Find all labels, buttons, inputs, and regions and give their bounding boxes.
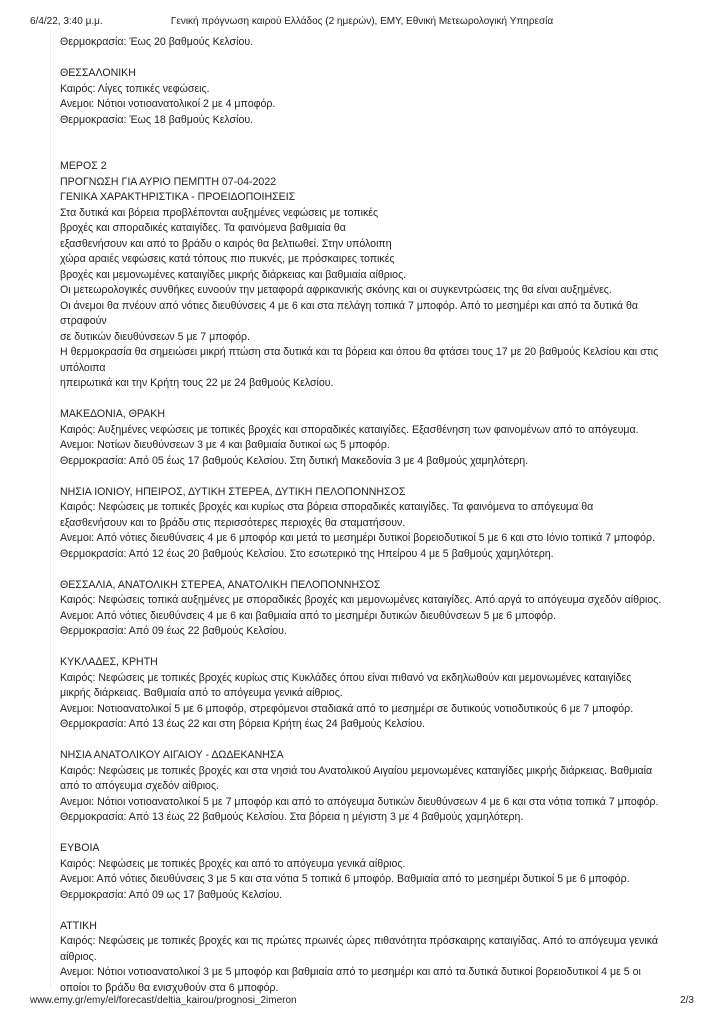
print-footer	[30, 995, 694, 1006]
region-title: ΑΤΤΙΚΗ	[60, 919, 97, 932]
page-margin-rule	[50, 30, 51, 988]
region-line: οποίοι το βράδυ θα ενισχυθούν στα 6 μποφόρ.	[60, 981, 279, 994]
forecast-content	[60, 35, 678, 996]
print-footer-url: www.emy.gr/emy/el/forecast/deltia_kairou/prognosi_2imeron	[30, 995, 297, 1006]
region-line: Καιρός: Νεφώσεις με τοπικές βροχές και στα νησιά του Ανατολικού Αιγαίου μεμονωμένες καταιγίδες μικρής διάρκειας. Βαθμιαία	[60, 764, 653, 777]
general-line: χώρα αραιές νεφώσεις κατά τόπους πιο πυκνές, με πρόσκαιρες τοπικές	[60, 253, 395, 265]
general-title: ΓΕΝΙΚΑ ΧΑΡΑΚΤΗΡΙΣΤΙΚΑ - ΠΡΟΕΙΔΟΠΟΙΗΣΕΙΣ	[60, 191, 296, 203]
region-line: μικρής διάρκειας. Βαθμιαία από το απόγευμα γενικά αίθριος.	[60, 687, 343, 699]
forecast-title: ΠΡΟΓΝΩΣΗ ΓΙΑ ΑΥΡΙΟ ΠΕΜΠΤΗ 07-04-2022	[60, 175, 277, 188]
region-line: Καιρός: Νεφώσεις με τοπικές βροχές και από το απόγευμα γενικά αίθριος.	[60, 857, 406, 870]
region-section	[60, 578, 678, 640]
region-line: Καιρός: Νεφώσεις με τοπικές βροχές και κυρίως στα βόρεια σποραδικές καταιγίδες. Τα φαινόμενα το απόγευμα θα	[60, 501, 594, 513]
region-line: Ανεμοι: Από νότιες διευθύνσεις 4 με 6 μποφόρ και μετά το μεσημέρι δυτικοί βορειοδυτικοί 5 με 6 και στο Ιόνιο τοπικά 7 μποφόρ.	[60, 532, 655, 544]
region-title: ΘΕΣΣΑΛΟΝΙΚΗ	[60, 67, 136, 79]
general-line: Οι άνεμοι θα πνέουν από νότιες διευθύνσεις 4 με 6 και στα πελάγη τοπικά 7 μποφόρ. Από το μεσημέρι και από τα δυτικά θα	[60, 299, 638, 312]
region-line: Καιρός: Νεφώσεις με τοπικές βροχές κυρίως στις Κυκλάδες όπου είναι πιθανό να εκδηλωθούν και μεμονωμένες καταιγίδες	[60, 671, 632, 684]
region-line: Θερμοκρασία: Από 09 έως 22 βαθμούς Κελσίου.	[60, 625, 287, 637]
region-line: Θερμοκρασία: Από 12 έως 20 βαθμούς Κελσίου. Στο εσωτερικό της Ηπείρου 4 με 5 βαθμούς χαμηλότερη.	[60, 547, 554, 560]
region-title: ΚΥΚΛΑΔΕΣ, ΚΡΗΤΗ	[60, 656, 158, 668]
general-line: σε δυτικών διευθύνσεων 5 με 7 μποφόρ.	[60, 330, 250, 343]
region-title: ΕΥΒΟΙΑ	[60, 842, 100, 854]
region-title: ΘΕΣΣΑΛΙΑ, ΑΝΑΤΟΛΙΚΗ ΣΤΕΡΕΑ, ΑΝΑΤΟΛΙΚΗ ΠΕΛΟΠΟΝΝΗΣΟΣ	[60, 578, 381, 591]
wind-line: Ανεμοι: Νότιοι νοτιοανατολικοί 2 με 4 μποφόρ.	[60, 98, 276, 110]
weather-line: Καιρός: Λίγες τοπικές νεφώσεις.	[60, 82, 210, 95]
general-line: βροχές και σποραδικές καταιγίδες. Τα φαινόμενα βαθμιαία θα	[60, 222, 346, 234]
temperature-line: Θερμοκρασία: Έως 20 βαθμούς Κελσίου.	[60, 36, 254, 48]
general-line: Η θερμοκρασία θα σημειώσει μικρή πτώση στα δυτικά και τα βόρεια και όπου θα φτάσει τους 17 με 20 βαθμούς Κελσίου και στις	[60, 346, 659, 358]
region-line: Ανεμοι: Από νότιες διευθύνσεις 3 με 5 και στα νότια 5 τοπικά 6 μποφόρ. Βαθμιαία από το μεσημέρι δυτικοί 5 με 6 μποφόρ.	[60, 873, 630, 885]
region-section	[60, 919, 678, 997]
region-line: εξασθενήσουν και το βράδυ στις περισσότερες περιοχές θα σταματήσουν.	[60, 516, 406, 529]
general-line: ηπειρωτικά και την Κρήτη τους 22 με 24 βαθμούς Κελσίου.	[60, 377, 334, 389]
region-line: Ανεμοι: Νότιοι νοτιοανατολικοί 3 με 5 μποφόρ και βαθμιαία από το μεσημέρι και από τα δυτικά δυτικοί βορειοδυτικοί 4 με 5 οι	[60, 966, 641, 978]
region-section	[60, 407, 678, 469]
region-line: Θερμοκρασία: Από 09 ως 17 βαθμούς Κελσίου.	[60, 888, 283, 901]
region-line: από το απόγευμα σχεδόν αίθριος.	[60, 780, 219, 792]
general-line: Οι μετεωρολογικές συνθήκες ευνοούν την μεταφορά αφρικανικής σκόνης και οι συγκεντρώσεις της θα είναι αυξημένες.	[60, 284, 612, 296]
regions-list	[60, 392, 678, 997]
region-line: Ανεμοι: Νοτίων διευθύνσεων 3 με 4 και βαθμιαία δυτικοί ως 5 μποφόρ.	[60, 439, 390, 451]
region-line: Θερμοκρασία: Από 05 έως 17 βαθμούς Κελσίου. Στη δυτική Μακεδονία 3 με 4 βαθμούς χαμηλότερη.	[60, 454, 529, 467]
region-section	[60, 485, 678, 563]
general-line: εξασθενήσουν και από το βράδυ ο καιρός θα βελτιωθεί. Στην υπόλοιπη	[60, 237, 392, 250]
general-line: στραφούν	[60, 315, 107, 327]
region-title: ΝΗΣΙΑ ΑΝΑΤΟΛΙΚΟΥ ΑΙΓΑΙΟΥ - ΔΩΔΕΚΑΝΗΣΑ	[60, 749, 284, 761]
region-title: ΜΑΚΕΔΟΝΙΑ, ΘΡΑΚΗ	[60, 408, 165, 420]
region-line: Ανεμοι: Νότιοι νοτιοανατολικοί 5 με 7 μποφόρ και από το απόγευμα δυτικών διευθύνσεων 4 με 6 και στα νότια τοπικά 7 μποφόρ.	[60, 795, 659, 808]
general-description	[60, 206, 678, 392]
region-section	[60, 748, 678, 826]
print-header-datetime: 6/4/22, 3:40 μ.μ.	[30, 16, 103, 27]
region-line: Καιρός: Νεφώσεις με τοπικές βροχές και τις πρώτες πρωινές ώρες πιθανότητα πρόσκαιρης καταιγίδας. Από το απόγευμα γενικά	[60, 935, 659, 947]
region-line: Ανεμοι: Από νότιες διευθύνσεις 4 με 6 και βαθμιαία από το μεσημέρι δυτικών διευθύνσεων 5 με 6 μποφόρ.	[60, 609, 556, 622]
region-line: Θερμοκρασία: Από 13 έως 22 βαθμούς Κελσίου. Στα βόρεια η μέγιστη 3 με 4 βαθμούς χαμηλότερη.	[60, 811, 524, 823]
general-line: Στα δυτικά και βόρεια προβλέπονται αυξημένες νεφώσεις με τοπικές	[60, 206, 379, 219]
general-line: υπόλοιπα	[60, 361, 106, 374]
region-title: ΝΗΣΙΑ ΙΟΝΙΟΥ, ΗΠΕΙΡΟΣ, ΔΥΤΙΚΗ ΣΤΕΡΕΑ, ΔΥΤΙΚΗ ΠΕΛΟΠΟΝΝΗΣΟΣ	[60, 485, 406, 498]
region-line: αίθριος.	[60, 950, 97, 963]
region-line: Καιρός: Νεφώσεις τοπικά αυξημένες με σποραδικές βροχές και μεμονωμένες καταιγίδες. Από αργά το απόγευμα σχεδόν αίθριος.	[60, 594, 662, 606]
region-line: Ανεμοι: Νοτιοανατολικοί 5 με 6 μποφόρ, στρεφόμενοι σταδιακά από το μεσημέρι σε δυτικούς νοτιοδυτικούς 6 με 7 μποφόρ.	[60, 702, 634, 715]
print-header-title: Γενική πρόγνωση καιρού Ελλάδος (2 ημερών), ΕΜΥ, Εθνική Μετεωρολογική Υπηρεσία	[170, 16, 554, 27]
region-section	[60, 841, 678, 903]
region-line: Καιρός: Αυξημένες νεφώσεις με τοπικές βροχές και σποραδικές καταιγίδες. Εξασθένηση των φαινομένων από το απόγευμα.	[60, 423, 639, 436]
region-line: Θερμοκρασία: Από 13 έως 22 και στη βόρεια Κρήτη έως 24 βαθμούς Κελσίου.	[60, 718, 425, 730]
region-section	[60, 655, 678, 733]
part-heading: ΜΕΡΟΣ 2	[60, 160, 107, 172]
page-number: 2/3	[680, 995, 694, 1006]
general-line: βροχές και μεμονωμένες καταιγίδες μικρής διάρκειας και βαθμιαία αίθριος.	[60, 268, 407, 281]
temperature-line: Θερμοκρασία: Έως 18 βαθμούς Κελσίου.	[60, 113, 254, 126]
